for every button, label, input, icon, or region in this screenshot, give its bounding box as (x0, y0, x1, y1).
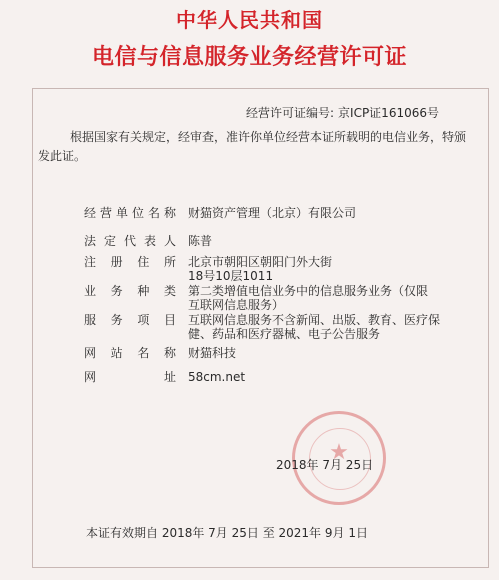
license-number (242, 104, 439, 121)
license-number-label: 经营许可证编号: (245, 106, 335, 120)
title-line2: 电信与信息服务业务经营许可证 (91, 45, 407, 70)
field-value: 陈普 (188, 234, 213, 248)
field-label: 注册住所 (84, 255, 176, 269)
field-label: 服务项目 (84, 313, 176, 327)
field-value: 财猫科技 (188, 346, 237, 360)
intro-text: 根据国家有关规定，经审查，准许你单位经营本证所载明的电信业务，特颁发此证。 (38, 130, 467, 163)
validity-period: 本证有效期自 2018年 7月 25日 至 2021年 9月 1日 (86, 526, 368, 540)
title-line1: 中华人民共和国 (176, 8, 323, 32)
seal-star-icon: ★ (329, 440, 349, 465)
field-value: 北京市朝阳区朝阳门外大街18号10层1011 (188, 255, 333, 283)
field-label: 法定代表人 (84, 234, 176, 248)
field-value: 互联网信息服务不含新闻、出版、教育、医疗保健、药品和医疗器械、电子公告服务 (188, 313, 441, 341)
field-label: 网站名称 (84, 346, 176, 360)
license-number-value: 京ICP证161066号 (338, 106, 439, 120)
field-label: 经营单位名称 (84, 206, 176, 220)
field-value: 第二类增值电信业务中的信息服务业务（仅限互联网信息服务） (188, 284, 429, 312)
field-label: 业务种类 (84, 284, 176, 298)
field-value: 58cm.net (188, 370, 246, 384)
field-value: 财猫资产管理（北京）有限公司 (188, 206, 357, 220)
issue-date: 2018年 7月 25日 (276, 458, 374, 472)
field-label: 网址 (84, 370, 176, 384)
